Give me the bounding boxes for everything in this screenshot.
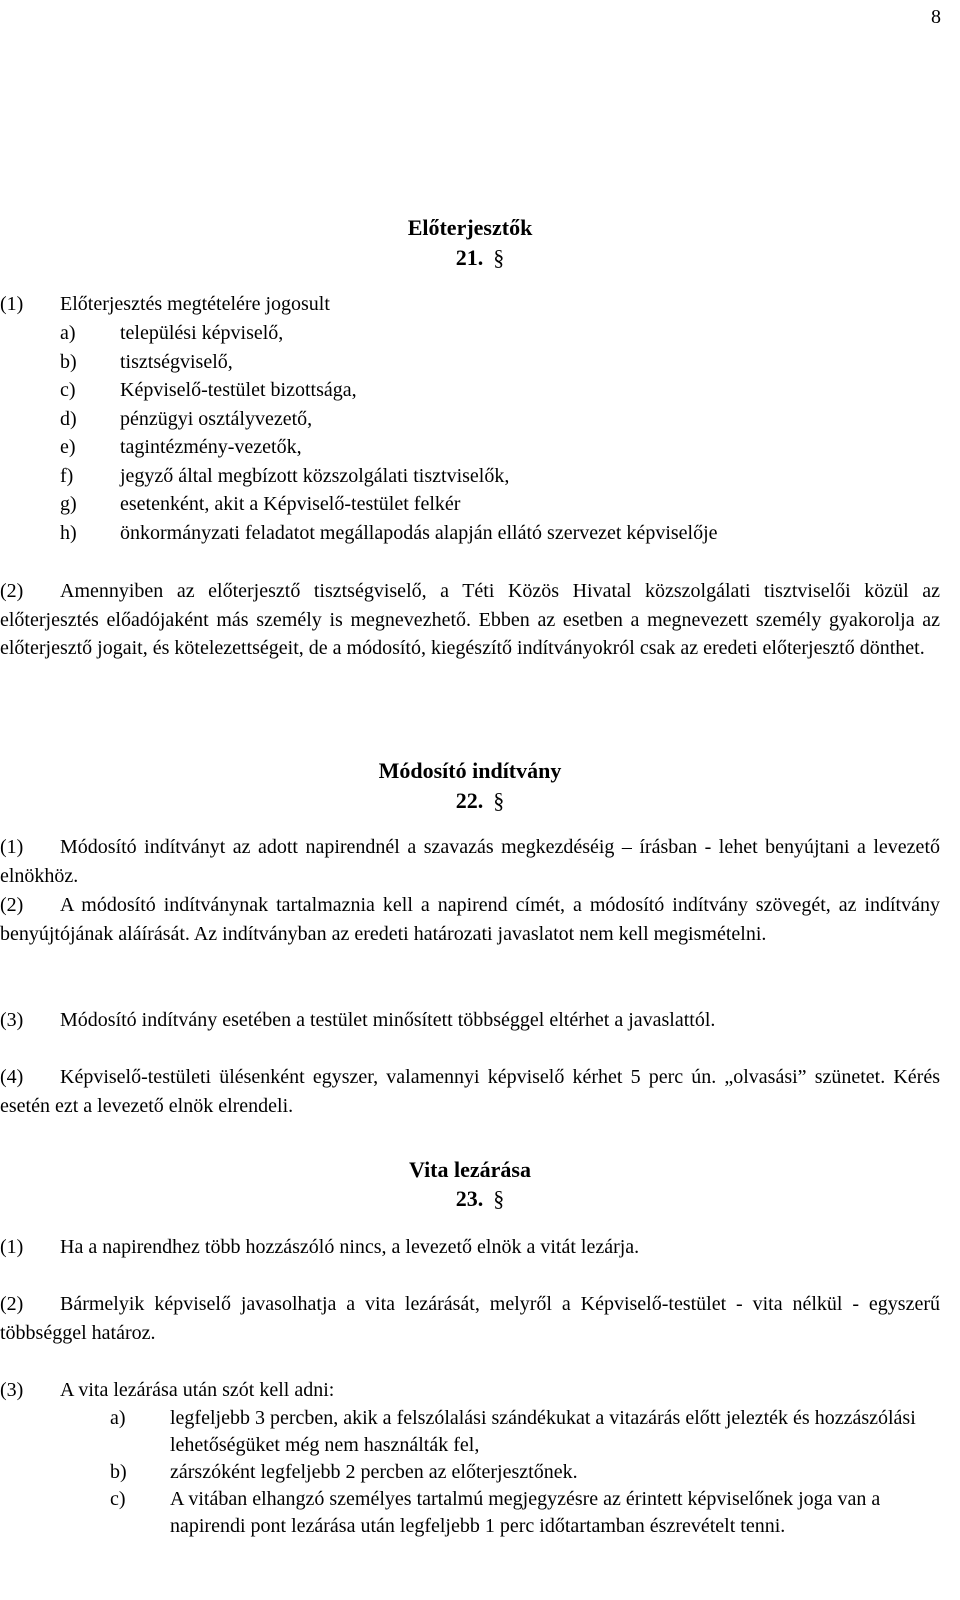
section-sign-icon: § [493, 1186, 505, 1211]
list-item-label: g) [60, 493, 77, 515]
paragraph-text: A módosító indítványnak tartalmaznia kell a napirend címét, a módosító indítvány szövegét, az indítvány benyújtójának aláírását. Az indítványban az eredeti határozati javaslatot nem kell megismételni. [0, 894, 940, 945]
list-item-label: c) [110, 1488, 126, 1510]
paragraph-text: Bármelyik képviselő javasolhatja a vita lezárását, melyről a Képviselő-testület - vita nélkül - egyszerű többséggel határoz. [0, 1293, 940, 1344]
section-21-number [440, 245, 520, 271]
paragraph-number: (2) [0, 1293, 24, 1315]
section-number-text: 23. [455, 1186, 484, 1211]
section-sign-icon: § [493, 788, 505, 813]
list-item-text: A vitában elhangzó személyes tartalmú megjegyzésre az érintett képviselőnek joga van a napirendi pont lezárása után legfeljebb 1 perc időtartamban észrevételt tenni. [170, 1488, 881, 1537]
list-item [60, 405, 940, 434]
paragraph-number: (1) [0, 293, 24, 315]
paragraph-text: Ha a napirendhez több hozzászóló nincs, a levezető elnök a vitát lezárja. [60, 1236, 640, 1258]
section-number-text: 22. [455, 788, 484, 813]
section-number-text: 21. [455, 245, 484, 270]
list-item-text: önkormányzati feladatot megállapodás alapján ellátó szervezet képviselője [120, 521, 718, 544]
list-item-label: e) [60, 436, 76, 458]
list-item-text: esetenként, akit a Képviselő-testület felkér [120, 493, 461, 515]
list-item [60, 462, 940, 491]
list-item-label: d) [60, 407, 77, 430]
list-item-text: legfeljebb 3 percben, akik a felszólalási szándékukat a vitazárás előtt jelezték és hozzászólási lehetőségüket még nem használták fel, [170, 1407, 916, 1456]
paragraph-text: Módosító indítvány esetében a testület minősített többséggel eltérhet a javaslattól. [60, 1009, 716, 1031]
list-item [110, 1459, 940, 1486]
paragraph-number: (4) [0, 1066, 24, 1088]
section-23-number [440, 1186, 520, 1212]
list-item [60, 490, 940, 519]
list-item-text: pénzügyi osztályvezető, [120, 407, 313, 430]
list-item-text: jegyző által megbízott közszolgálati tisztviselők, [120, 464, 510, 487]
list-item-label: b) [60, 350, 77, 373]
list-item-text: Képviselő-testület bizottsága, [120, 379, 357, 401]
list-item-text: települési képviselő, [120, 322, 284, 344]
paragraph-text: Amennyiben az előterjesztő tisztségviselő, a Téti Közös Hivatal közszolgálati tisztviselői közül az előterjesztés előadójaként más személy is megnevezhető. Ebben az esetben a megnevezett személy gyakorolja az előterjesztő jogait, és kötelezettségeit, de a módosító, kiegészítő indítványokról csak az eredeti előterjesztő dönthet. [0, 580, 940, 659]
paragraph-number: (3) [0, 1379, 24, 1401]
list-item [110, 1486, 940, 1540]
list-item [60, 348, 940, 377]
list-item-label: b) [110, 1461, 127, 1483]
list-item-text: zárszóként legfeljebb 2 percben az előterjesztőnek. [170, 1461, 578, 1483]
section-23-heading: Vita lezárása [409, 1157, 531, 1182]
paragraph-text: Előterjesztés megtételére jogosult [60, 293, 330, 315]
list-item [110, 1405, 940, 1459]
section-21-heading: Előterjesztők [407, 215, 533, 240]
paragraph-number: (1) [0, 1236, 24, 1258]
list-item-text: tisztségviselő, [120, 350, 233, 373]
list-item-label: c) [60, 379, 76, 401]
list-21-1 [60, 319, 940, 547]
paragraph-text: Képviselő-testületi ülésenként egyszer, valamennyi képviselő kérhet 5 perc ún. „olvasási” szünetet. Kérés esetén ezt a levezető elnök elrendeli. [0, 1066, 940, 1117]
list-item-label: f) [60, 464, 74, 487]
paragraph-text: Módosító indítványt az adott napirendnél a szavazás megkezdéséig – írásban - lehet benyújtani a levezető elnökhöz. [0, 836, 940, 887]
list-item [60, 319, 940, 348]
paragraph-number: (2) [0, 894, 24, 916]
list-item [60, 433, 940, 462]
paragraph-number: (1) [0, 836, 24, 858]
section-sign-icon: § [493, 245, 505, 270]
list-item [60, 519, 940, 548]
list-item [60, 376, 940, 405]
list-item-text: tagintézmény-vezetők, [120, 436, 302, 458]
list-23-3 [110, 1405, 940, 1540]
paragraph-text: A vita lezárása után szót kell adni: [60, 1379, 335, 1401]
list-item-label: a) [110, 1407, 126, 1429]
list-item-label: a) [60, 322, 76, 344]
list-item-label: h) [60, 521, 77, 544]
section-22-heading: Módosító indítvány [378, 758, 562, 783]
section-22-number [440, 788, 520, 814]
paragraph-number: (2) [0, 580, 24, 602]
page-number: 8 [931, 6, 941, 28]
paragraph-number: (3) [0, 1009, 24, 1031]
